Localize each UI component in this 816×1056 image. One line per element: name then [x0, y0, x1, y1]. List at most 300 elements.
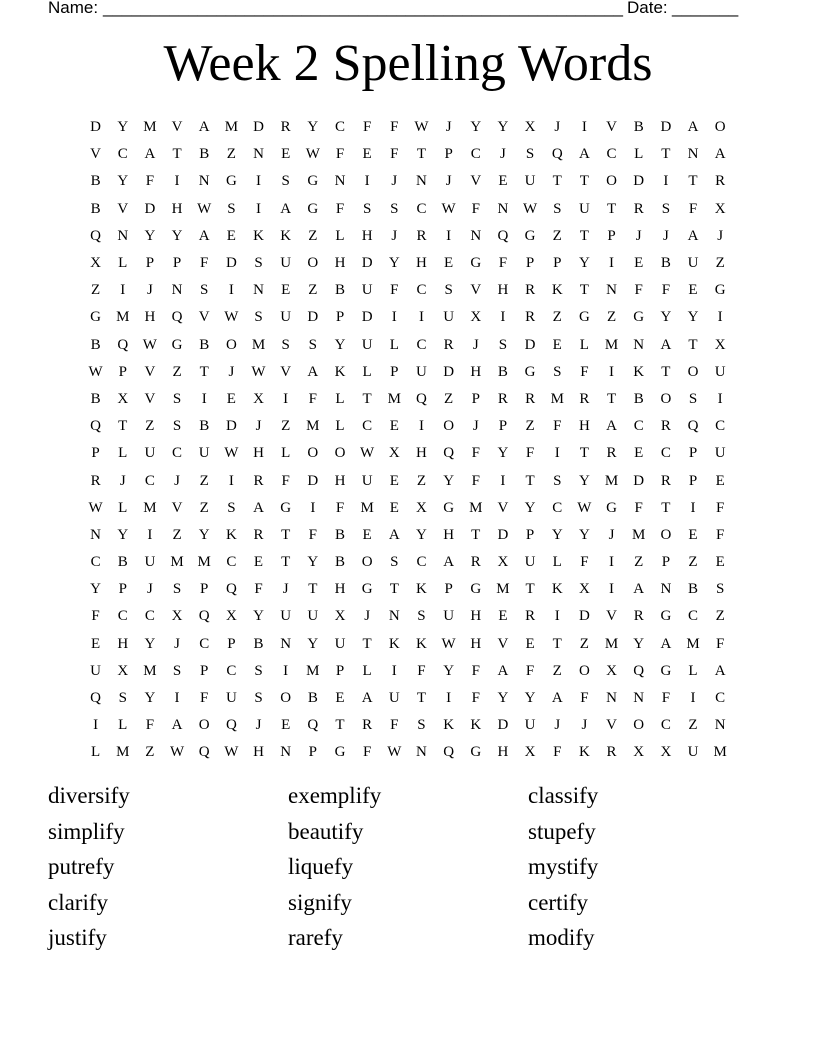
grid-letter[interactable]: W [88, 499, 103, 516]
grid-letter[interactable]: W [88, 363, 103, 380]
grid-letter[interactable]: W [441, 635, 456, 652]
grid-letter[interactable]: I [690, 690, 696, 707]
grid-letter[interactable]: I [174, 690, 180, 707]
grid-letter[interactable]: E [362, 146, 372, 163]
grid-letter[interactable]: T [661, 499, 671, 516]
grid-letter[interactable]: Z [308, 227, 318, 244]
grid-letter[interactable]: U [334, 635, 346, 652]
grid-letter[interactable]: G [307, 200, 319, 217]
grid-letter[interactable]: F [362, 119, 372, 136]
grid-letter[interactable]: Z [145, 744, 155, 761]
grid-letter[interactable]: H [334, 255, 346, 272]
grid-letter[interactable]: Q [90, 418, 101, 435]
grid-letter[interactable]: F [362, 744, 372, 761]
grid-letter[interactable]: P [227, 635, 236, 652]
grid-letter[interactable]: S [362, 200, 372, 217]
grid-letter[interactable]: R [470, 554, 481, 571]
grid-letter[interactable]: Q [117, 336, 129, 353]
grid-letter[interactable]: A [660, 336, 672, 353]
grid-letter[interactable]: L [552, 554, 562, 571]
grid-letter[interactable]: O [660, 526, 672, 543]
grid-letter[interactable]: U [361, 472, 373, 489]
grid-letter[interactable]: G [606, 499, 617, 516]
grid-letter[interactable]: I [228, 282, 234, 299]
grid-letter[interactable]: X [524, 744, 536, 761]
grid-letter[interactable]: G [714, 282, 726, 299]
grid-letter[interactable]: J [146, 282, 153, 299]
grid-letter[interactable]: M [632, 526, 646, 543]
grid-letter[interactable]: F [145, 173, 155, 190]
grid-letter[interactable]: Z [525, 418, 535, 435]
grid-letter[interactable]: F [553, 418, 562, 435]
grid-letter[interactable]: L [281, 445, 291, 462]
grid-letter[interactable]: A [198, 119, 210, 136]
grid-letter[interactable]: I [418, 309, 424, 326]
grid-letter[interactable]: U [144, 554, 156, 571]
grid-letter[interactable]: E [634, 445, 644, 462]
grid-letter[interactable]: H [497, 744, 509, 761]
grid-letter[interactable]: S [118, 690, 127, 707]
grid-letter[interactable]: C [226, 662, 237, 679]
grid-letter[interactable]: E [688, 526, 698, 543]
grid-letter[interactable]: L [90, 744, 101, 761]
grid-letter[interactable]: J [282, 581, 289, 598]
grid-letter[interactable]: D [307, 309, 319, 326]
grid-letter[interactable]: A [578, 146, 590, 163]
grid-letter[interactable]: M [604, 472, 619, 489]
grid-letter[interactable]: P [688, 445, 698, 462]
grid-letter[interactable]: M [360, 499, 374, 516]
grid-letter[interactable]: F [661, 690, 671, 707]
grid-letter[interactable]: C [688, 608, 699, 625]
grid-letter[interactable]: N [90, 526, 101, 543]
grid-letter[interactable]: Y [578, 526, 590, 543]
grid-letter[interactable]: X [497, 554, 509, 571]
grid-letter[interactable]: I [228, 472, 234, 489]
grid-letter[interactable]: X [416, 499, 427, 516]
grid-letter[interactable]: N [606, 690, 617, 707]
grid-letter[interactable]: F [661, 282, 671, 299]
grid-letter[interactable]: J [581, 717, 588, 734]
grid-letter[interactable]: Y [633, 635, 645, 652]
grid-letter[interactable]: F [417, 662, 426, 679]
grid-letter[interactable]: T [118, 418, 128, 435]
grid-letter[interactable]: O [578, 662, 590, 679]
grid-letter[interactable]: V [144, 390, 156, 407]
grid-letter[interactable]: Q [198, 608, 210, 625]
grid-letter[interactable]: Y [307, 554, 319, 571]
grid-letter[interactable]: Z [90, 282, 101, 299]
grid-letter[interactable]: H [334, 472, 346, 489]
grid-letter[interactable]: Q [171, 309, 183, 326]
grid-letter[interactable]: F [308, 526, 317, 543]
grid-letter[interactable]: L [634, 146, 644, 163]
grid-letter[interactable]: Q [307, 717, 319, 734]
grid-letter[interactable]: Y [90, 581, 101, 598]
grid-letter[interactable]: N [253, 282, 264, 299]
grid-letter[interactable]: T [199, 363, 209, 380]
grid-letter[interactable]: I [500, 472, 506, 489]
grid-letter[interactable]: M [469, 499, 483, 516]
grid-letter[interactable]: U [225, 690, 237, 707]
grid-letter[interactable]: R [633, 200, 644, 217]
grid-letter[interactable]: F [390, 146, 399, 163]
grid-letter[interactable]: C [416, 554, 427, 571]
grid-letter[interactable]: U [524, 717, 536, 734]
grid-letter[interactable]: D [225, 418, 237, 435]
grid-letter[interactable]: Y [171, 227, 183, 244]
grid-letter[interactable]: F [335, 146, 345, 163]
grid-letter[interactable]: H [416, 445, 427, 462]
grid-letter[interactable]: I [256, 200, 262, 217]
grid-letter[interactable]: C [715, 418, 726, 435]
grid-letter[interactable]: B [497, 363, 508, 380]
grid-letter[interactable]: T [552, 635, 562, 652]
grid-letter[interactable]: H [171, 200, 183, 217]
grid-letter[interactable]: V [171, 119, 183, 136]
grid-letter[interactable]: G [334, 744, 346, 761]
grid-letter[interactable]: D [361, 255, 373, 272]
grid-letter[interactable]: A [307, 363, 319, 380]
grid-letter[interactable]: X [470, 309, 482, 326]
grid-letter[interactable]: U [280, 608, 292, 625]
grid-letter[interactable]: O [660, 390, 672, 407]
grid-letter[interactable]: V [606, 608, 617, 625]
grid-letter[interactable]: S [172, 581, 182, 598]
grid-letter[interactable]: B [253, 635, 264, 652]
grid-letter[interactable]: I [391, 662, 397, 679]
grid-letter[interactable]: B [90, 200, 101, 217]
grid-letter[interactable]: W [197, 200, 212, 217]
grid-letter[interactable]: T [579, 173, 589, 190]
grid-letter[interactable]: O [225, 336, 237, 353]
grid-letter[interactable]: T [335, 717, 345, 734]
grid-letter[interactable]: O [334, 445, 346, 462]
grid-letter[interactable]: V [606, 119, 617, 136]
grid-letter[interactable]: H [361, 227, 373, 244]
grid-letter[interactable]: I [717, 309, 723, 326]
grid-letter[interactable]: F [716, 499, 725, 516]
grid-letter[interactable]: W [387, 744, 402, 761]
grid-letter[interactable]: E [226, 227, 236, 244]
grid-letter[interactable]: F [471, 445, 480, 462]
grid-letter[interactable]: N [280, 744, 292, 761]
grid-letter[interactable]: Y [443, 662, 455, 679]
grid-letter[interactable]: P [145, 255, 155, 272]
grid-letter[interactable]: C [715, 690, 726, 707]
grid-letter[interactable]: Q [90, 690, 101, 707]
grid-letter[interactable]: Y [497, 445, 509, 462]
grid-letter[interactable]: N [497, 200, 509, 217]
grid-letter[interactable]: S [390, 200, 399, 217]
grid-letter[interactable]: P [525, 255, 535, 272]
grid-letter[interactable]: B [199, 418, 210, 435]
grid-letter[interactable]: O [198, 717, 210, 734]
grid-letter[interactable]: I [609, 581, 615, 598]
grid-letter[interactable]: K [280, 227, 292, 244]
grid-letter[interactable]: W [224, 445, 239, 462]
grid-letter[interactable]: T [579, 445, 589, 462]
grid-letter[interactable]: P [200, 662, 209, 679]
grid-letter[interactable]: F [580, 690, 589, 707]
grid-letter[interactable]: F [716, 526, 725, 543]
grid-letter[interactable]: O [443, 418, 455, 435]
grid-letter[interactable]: M [116, 309, 130, 326]
grid-letter[interactable]: M [550, 390, 564, 407]
grid-letter[interactable]: F [200, 690, 209, 707]
grid-letter[interactable]: A [714, 146, 726, 163]
grid-letter[interactable]: U [443, 309, 455, 326]
grid-letter[interactable]: S [172, 418, 182, 435]
grid-letter[interactable]: U [198, 445, 210, 462]
grid-letter[interactable]: Y [687, 309, 699, 326]
grid-letter[interactable]: E [498, 173, 508, 190]
grid-letter[interactable]: L [118, 499, 128, 516]
grid-letter[interactable]: T [606, 200, 617, 217]
grid-letter[interactable]: S [525, 146, 535, 163]
grid-letter[interactable]: P [200, 581, 209, 598]
grid-letter[interactable]: G [470, 255, 482, 272]
grid-letter[interactable]: R [715, 173, 726, 190]
grid-letter[interactable]: C [334, 119, 345, 136]
grid-letter[interactable]: Y [578, 255, 590, 272]
grid-letter[interactable]: M [387, 390, 401, 407]
grid-letter[interactable]: S [254, 309, 263, 326]
grid-letter[interactable]: I [120, 282, 126, 299]
grid-letter[interactable]: R [90, 472, 101, 489]
grid-letter[interactable]: W [414, 119, 429, 136]
grid-letter[interactable]: Y [117, 119, 129, 136]
grid-letter[interactable]: Y [117, 173, 129, 190]
grid-letter[interactable]: F [471, 662, 480, 679]
grid-letter[interactable]: J [662, 227, 669, 244]
grid-letter[interactable]: N [606, 282, 617, 299]
grid-letter[interactable]: Q [633, 662, 645, 679]
grid-letter[interactable]: E [226, 390, 236, 407]
grid-letter[interactable]: I [717, 390, 723, 407]
grid-letter[interactable]: D [307, 472, 319, 489]
grid-letter[interactable]: F [634, 499, 643, 516]
grid-letter[interactable]: C [199, 635, 210, 652]
grid-letter[interactable]: P [607, 227, 616, 244]
grid-letter[interactable]: B [90, 390, 101, 407]
grid-letter[interactable]: C [144, 472, 155, 489]
grid-letter[interactable]: Y [144, 690, 156, 707]
grid-letter[interactable]: Z [552, 662, 562, 679]
grid-letter[interactable]: T [525, 472, 535, 489]
grid-letter[interactable]: X [578, 581, 590, 598]
grid-letter[interactable]: L [335, 227, 345, 244]
grid-letter[interactable]: Y [660, 309, 672, 326]
grid-letter[interactable]: C [362, 418, 373, 435]
grid-letter[interactable]: N [714, 717, 726, 734]
grid-letter[interactable]: G [660, 662, 672, 679]
grid-letter[interactable]: E [444, 255, 454, 272]
grid-letter[interactable]: U [443, 608, 455, 625]
grid-letter[interactable]: G [280, 499, 292, 516]
grid-letter[interactable]: N [198, 173, 210, 190]
grid-letter[interactable]: K [388, 635, 400, 652]
grid-letter[interactable]: Z [444, 390, 454, 407]
grid-letter[interactable]: K [470, 717, 482, 734]
grid-letter[interactable]: F [335, 200, 345, 217]
grid-letter[interactable]: X [117, 662, 129, 679]
grid-letter[interactable]: B [660, 255, 671, 272]
grid-letter[interactable]: K [443, 717, 455, 734]
grid-letter[interactable]: J [445, 173, 452, 190]
grid-letter[interactable]: T [661, 363, 671, 380]
grid-letter[interactable]: A [660, 635, 672, 652]
grid-letter[interactable]: S [390, 554, 399, 571]
grid-letter[interactable]: I [581, 119, 587, 136]
grid-letter[interactable]: H [578, 418, 590, 435]
grid-letter[interactable]: S [444, 282, 453, 299]
grid-letter[interactable]: L [335, 390, 345, 407]
grid-letter[interactable]: P [444, 146, 453, 163]
grid-letter[interactable]: V [171, 499, 183, 516]
grid-letter[interactable]: T [579, 282, 589, 299]
grid-letter[interactable]: U [90, 662, 101, 679]
grid-letter[interactable]: I [554, 445, 560, 462]
grid-letter[interactable]: M [306, 662, 320, 679]
grid-letter[interactable]: B [117, 554, 128, 571]
grid-letter[interactable]: A [497, 662, 509, 679]
grid-letter[interactable]: I [609, 363, 615, 380]
grid-letter[interactable]: V [280, 363, 292, 380]
grid-letter[interactable]: D [497, 717, 509, 734]
grid-letter[interactable]: S [417, 608, 426, 625]
grid-letter[interactable]: U [524, 554, 536, 571]
grid-letter[interactable]: D [443, 363, 455, 380]
grid-letter[interactable]: I [609, 554, 615, 571]
grid-letter[interactable]: G [90, 309, 101, 326]
grid-letter[interactable]: J [445, 119, 452, 136]
grid-letter[interactable]: D [633, 472, 645, 489]
grid-letter[interactable]: B [633, 119, 644, 136]
grid-letter[interactable]: S [172, 390, 182, 407]
grid-letter[interactable]: O [361, 554, 373, 571]
grid-letter[interactable]: C [416, 282, 427, 299]
grid-letter[interactable]: U [714, 445, 726, 462]
grid-letter[interactable]: R [525, 309, 536, 326]
grid-letter[interactable]: Y [144, 635, 156, 652]
grid-letter[interactable]: Z [715, 608, 725, 625]
grid-letter[interactable]: W [224, 744, 239, 761]
grid-letter[interactable]: N [687, 146, 699, 163]
grid-letter[interactable]: J [635, 227, 642, 244]
grid-letter[interactable]: P [118, 581, 127, 598]
grid-letter[interactable]: S [661, 200, 671, 217]
grid-letter[interactable]: U [524, 173, 536, 190]
grid-letter[interactable]: V [470, 173, 482, 190]
grid-letter[interactable]: Y [497, 119, 509, 136]
grid-letter[interactable]: X [225, 608, 237, 625]
grid-letter[interactable]: V [198, 309, 210, 326]
grid-letter[interactable]: J [228, 363, 235, 380]
grid-letter[interactable]: Y [524, 690, 536, 707]
grid-letter[interactable]: F [580, 363, 589, 380]
grid-letter[interactable]: W [224, 309, 239, 326]
grid-letter[interactable]: G [524, 363, 536, 380]
grid-letter[interactable]: B [307, 690, 318, 707]
grid-letter[interactable]: I [283, 662, 289, 679]
grid-letter[interactable]: S [553, 472, 562, 489]
grid-letter[interactable]: E [90, 635, 101, 652]
grid-letter[interactable]: Q [687, 418, 699, 435]
grid-letter[interactable]: G [470, 744, 482, 761]
grid-letter[interactable]: P [172, 255, 182, 272]
grid-letter[interactable]: F [498, 255, 508, 272]
grid-letter[interactable]: M [143, 662, 157, 679]
grid-letter[interactable]: S [498, 336, 508, 353]
grid-letter[interactable]: C [117, 146, 128, 163]
grid-letter[interactable]: P [525, 526, 535, 543]
grid-letter[interactable]: C [90, 554, 101, 571]
grid-letter[interactable]: N [280, 635, 292, 652]
grid-letter[interactable]: R [280, 119, 291, 136]
grid-letter[interactable]: E [389, 472, 399, 489]
grid-letter[interactable]: E [389, 418, 399, 435]
grid-letter[interactable]: R [416, 227, 427, 244]
grid-letter[interactable]: J [364, 608, 371, 625]
grid-letter[interactable]: A [633, 581, 645, 598]
grid-letter[interactable]: Z [281, 418, 291, 435]
grid-letter[interactable]: I [609, 255, 615, 272]
grid-letter[interactable]: E [281, 282, 291, 299]
grid-letter[interactable]: E [253, 554, 264, 571]
grid-letter[interactable]: A [714, 662, 726, 679]
grid-letter[interactable]: R [579, 390, 590, 407]
grid-letter[interactable]: Y [524, 499, 536, 516]
grid-letter[interactable]: A [198, 227, 210, 244]
grid-letter[interactable]: W [305, 146, 320, 163]
grid-letter[interactable]: B [334, 526, 345, 543]
grid-letter[interactable]: S [254, 662, 263, 679]
grid-letter[interactable]: P [444, 581, 453, 598]
grid-letter[interactable]: D [524, 336, 536, 353]
grid-letter[interactable]: I [256, 173, 262, 190]
grid-letter[interactable]: Q [90, 227, 101, 244]
grid-letter[interactable]: F [281, 472, 290, 489]
grid-letter[interactable]: E [389, 499, 399, 516]
grid-letter[interactable]: I [500, 309, 506, 326]
grid-letter[interactable]: E [281, 717, 291, 734]
grid-letter[interactable]: R [606, 744, 617, 761]
grid-letter[interactable]: F [145, 717, 155, 734]
grid-letter[interactable]: I [93, 717, 99, 734]
grid-letter[interactable]: N [416, 173, 427, 190]
grid-letter[interactable]: G [524, 227, 536, 244]
grid-letter[interactable]: N [633, 336, 645, 353]
grid-letter[interactable]: U [144, 445, 156, 462]
grid-letter[interactable]: C [416, 336, 427, 353]
grid-letter[interactable]: J [608, 526, 615, 543]
grid-letter[interactable]: O [307, 445, 319, 462]
grid-letter[interactable]: A [443, 554, 455, 571]
grid-letter[interactable]: C [172, 445, 183, 462]
grid-letter[interactable]: X [714, 336, 726, 353]
grid-letter[interactable]: T [471, 526, 481, 543]
grid-letter[interactable]: M [197, 554, 211, 571]
grid-letter[interactable]: H [497, 282, 509, 299]
grid-letter[interactable]: X [660, 744, 672, 761]
grid-letter[interactable]: D [660, 119, 672, 136]
grid-letter[interactable]: Y [198, 526, 210, 543]
grid-letter[interactable]: H [334, 581, 346, 598]
grid-letter[interactable]: Z [416, 472, 427, 489]
grid-letter[interactable]: Q [198, 744, 210, 761]
grid-letter[interactable]: H [416, 255, 427, 272]
